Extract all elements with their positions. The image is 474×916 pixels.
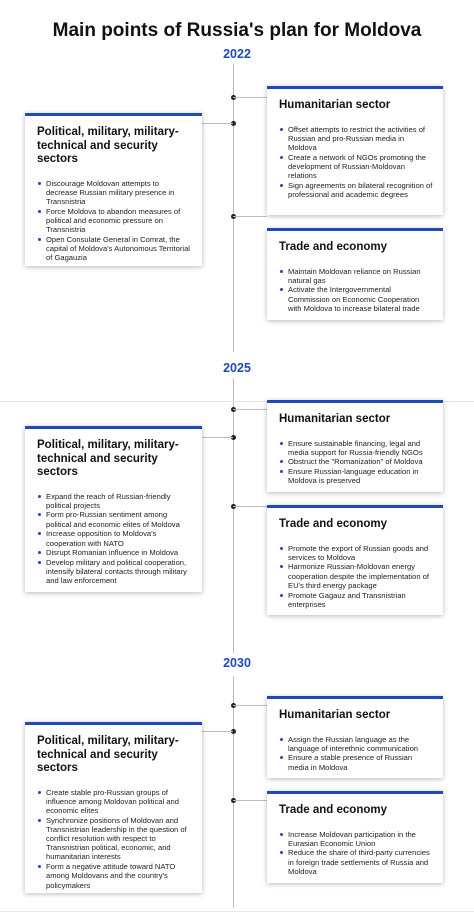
card-2022-economy: [267, 228, 443, 320]
page-title: Main points of Russia's plan for Moldova: [52, 20, 422, 41]
list-item: Synchronize positions of Moldovan and Transnistrian leadership in the question of conflict resolution with respect to Transnistrian political, economic, and humanitarian interests: [37, 816, 192, 862]
year-label-2030: 2030: [223, 656, 251, 670]
list-item: Harmonize Russian-Moldovan energy cooperation despite the implementation of EU's third energy package: [279, 562, 433, 590]
list-item: Offset attempts to restrict the activities of Russian and pro-Russian media in Moldova: [279, 125, 433, 153]
list-item: Expand the reach of Russian-friendly political projects: [37, 492, 192, 510]
card-title: Trade and economy: [279, 804, 388, 816]
list-item: Maintain Moldovan reliance on Russian natural gas: [279, 267, 433, 285]
connector-line: [202, 731, 233, 732]
connector-line: [233, 800, 267, 801]
card-title: Political, military, military-technical and security sectors: [37, 735, 179, 774]
list-item: Ensure sustainable financing, legal and media support for Russia-friendly NGOs: [279, 439, 433, 457]
list-item: Increase Moldovan participation in the Eurasian Economic Union: [279, 830, 433, 848]
list-item: Assign the Russian language as the language of interethnic communication: [279, 735, 433, 753]
timeline-axis: [233, 378, 234, 653]
list-item: Ensure a stable presence of Russian media in Moldova: [279, 753, 433, 771]
list-item: Create a network of NGOs promoting the development of Russian-Moldovan relations: [279, 153, 433, 181]
card-title: Political, military, military-technical and security sectors: [37, 126, 179, 165]
list-item: Reduce the share of third-party currencies in foreign trade settlements of Russia and Moldova: [279, 848, 433, 876]
connector-line: [202, 437, 233, 438]
list-item: Ensure Russian-language education in Moldova is preserved: [279, 467, 433, 485]
bullet-list: [279, 125, 433, 200]
connector-line: [233, 409, 267, 410]
card-2022-political: [25, 113, 202, 266]
timeline-axis: [233, 676, 234, 908]
card-2030-political: [25, 722, 202, 893]
list-item: Activate the Intergovernmental Commission on Economic Cooperation with Moldova to increase bilateral trade: [279, 285, 433, 313]
list-item: Force Moldova to abandon measures of political and economic pressure on Transnistria: [37, 207, 192, 235]
bullet-list: [37, 788, 192, 890]
timeline-axis: [233, 64, 234, 352]
card-title: Humanitarian sector: [279, 413, 391, 425]
card-2025-political: [25, 426, 202, 592]
card-title: Humanitarian sector: [279, 709, 391, 721]
card-title: Trade and economy: [279, 241, 388, 253]
card-2030-humanitarian: [267, 696, 443, 778]
bullet-list: [37, 179, 192, 263]
year-label-2025: 2025: [223, 361, 251, 375]
bullet-list: [279, 735, 433, 772]
bullet-list: [279, 439, 433, 486]
list-item: Form pro-Russian sentiment among political and economic elites of Moldova: [37, 510, 192, 528]
list-item: Develop military and political cooperation, intensify bilateral contacts through military and law enforcement: [37, 558, 192, 586]
list-item: Create stable pro-Russian groups of influence among Moldovan political and economic elites: [37, 788, 192, 816]
card-2022-humanitarian: [267, 86, 443, 215]
connector-line: [233, 705, 267, 706]
bullet-list: [279, 267, 433, 314]
card-title: Trade and economy: [279, 518, 388, 530]
list-item: Obstruct the "Romanization" of Moldova: [279, 457, 433, 466]
bullet-list: [279, 830, 433, 877]
card-title: Political, military, military-technical and security sectors: [37, 439, 179, 478]
list-item: Form a negative attitude toward NATO among Moldovans and the country's policymakers: [37, 862, 192, 890]
list-item: Promote the export of Russian goods and services to Moldova: [279, 544, 433, 562]
connector-line: [233, 506, 267, 507]
list-item: Open Consulate General in Comrat, the capital of Moldova's Autonomous Territorial of Gagauzia: [37, 235, 192, 263]
list-item: Promote Gagauz and Transnistrian enterprises: [279, 591, 433, 609]
bullet-list: [279, 544, 433, 609]
card-2025-humanitarian: [267, 400, 443, 492]
connector-line: [233, 97, 267, 98]
connector-line: [202, 123, 233, 124]
card-2025-economy: [267, 505, 443, 615]
card-2030-economy: [267, 791, 443, 883]
year-label-2022: 2022: [223, 47, 251, 61]
list-item: Increase opposition to Moldova's cooperation with NATO: [37, 529, 192, 547]
connector-line: [233, 216, 267, 217]
bullet-list: [37, 492, 192, 586]
list-item: Sign agreements on bilateral recognition of professional and academic degrees: [279, 181, 433, 199]
card-title: Humanitarian sector: [279, 99, 391, 111]
period-separator: [0, 911, 474, 912]
list-item: Disrupt Romanian influence in Moldova: [37, 548, 192, 557]
list-item: Discourage Moldovan attempts to decrease Russian military presence in Transnistria: [37, 179, 192, 207]
